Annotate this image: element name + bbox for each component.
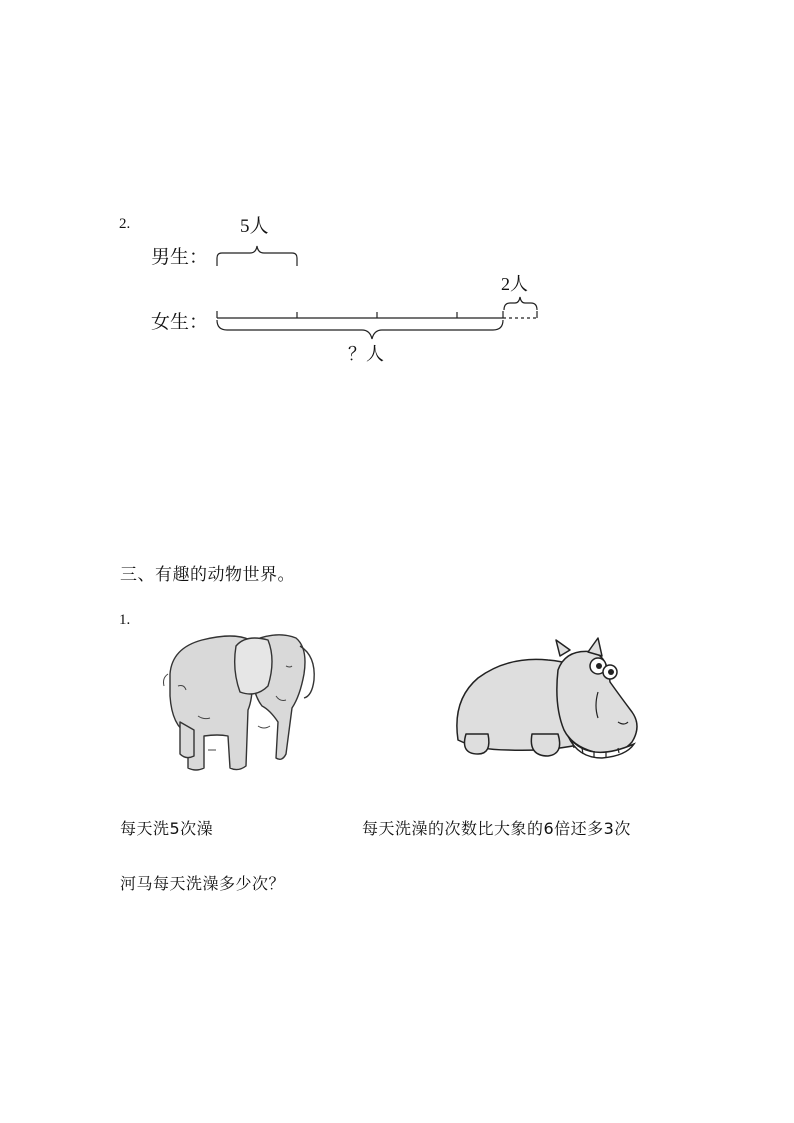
girls-total-brace [217,320,503,339]
hippo-image [448,630,648,770]
elephant-image [158,626,318,776]
boys-label: 男生： [151,247,209,268]
boys-segment [217,246,297,266]
question-text: 河马每天洗澡多少次？ [120,874,286,893]
elephant-caption: 每天洗5次澡 [120,819,214,838]
unknown-count-label: ？人 [348,344,384,364]
question-number: 1. [119,612,131,628]
section-title: 三、有趣的动物世界。 [120,565,295,585]
hippo-caption: 每天洗澡的次数比大象的6倍还多3次 [362,819,631,838]
girls-label: 女生： [151,312,209,333]
extra-brace [504,297,537,310]
boys-count-label: 5人 [240,216,269,237]
extra-count-label: 2人 [501,274,528,294]
question-number: 2. [119,216,131,232]
